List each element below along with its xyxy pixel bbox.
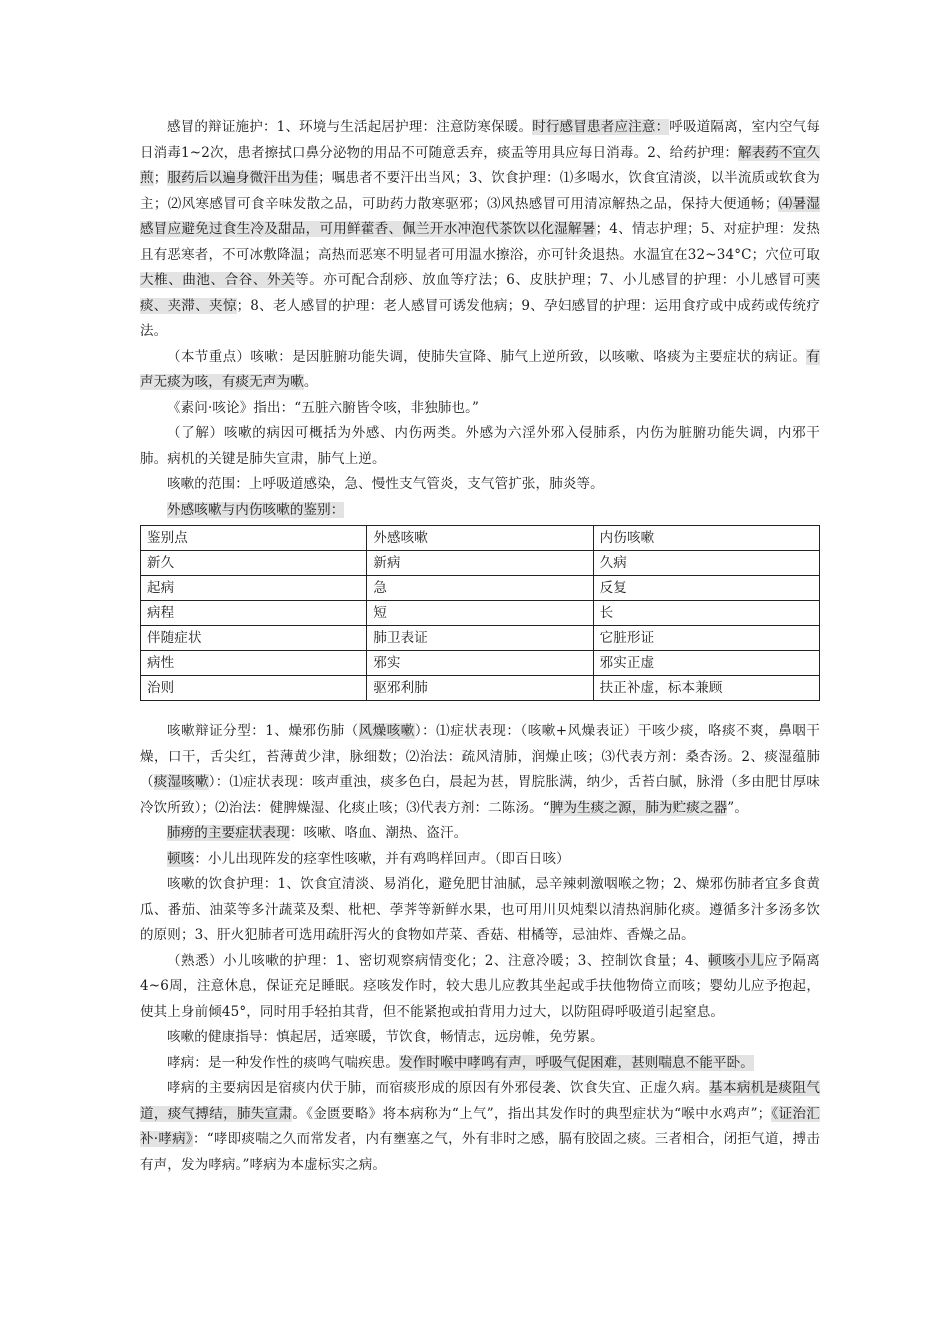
paragraph-asthma-etiology <box>140 1076 820 1178</box>
text-segment: 感冒的辩证施护：1、环境与生活起居护理：注意防寒保暖。 <box>167 119 533 135</box>
table-row <box>141 551 820 576</box>
table-cell: 反复 <box>593 576 819 601</box>
paragraph-tuberculosis <box>140 821 820 847</box>
table-cell: 病程 <box>141 601 367 626</box>
table-row <box>141 676 820 701</box>
text-segment: ；嘱患者不要汗出当风；3、饮食护理：⑴多喝水，饮食宜清淡，以半流质或软食为主；⑵风寒感冒可食辛味发散之品，可助药力散寒驱邪；⑶风热感冒可用清凉解热之品，保持大便通畅； <box>140 170 820 212</box>
table-cell: 扶正补虚，标本兼顾 <box>593 676 819 701</box>
table-cell: 驱邪利肺 <box>367 676 593 701</box>
table-cell: 新病 <box>367 551 593 576</box>
table-cell: 久病 <box>593 551 819 576</box>
highlighted-text: 肺痨的主要症状表现 <box>167 825 290 841</box>
highlighted-text: 服药后以遍身微汗出为佳 <box>167 170 319 186</box>
table-header-cell: 内伤咳嗽 <box>593 526 819 551</box>
table-header-row <box>141 526 820 551</box>
table-cell: 新久 <box>141 551 367 576</box>
text-segment: （熟悉）小儿咳嗽的护理：1、密切观察病情变化；2、注意冷暖；3、控制饮食量；4、 <box>167 952 709 969</box>
text-segment: 等。亦可配合刮痧、放血等疗法；6、皮肤护理；7、小儿感冒的护理：小儿感冒可 <box>295 272 807 288</box>
table-header-cell: 鉴别点 <box>141 526 367 551</box>
text-segment: ：“哮即痰喘之久而常发者，内有壅塞之气，外有非时之感，膈有胶固之痰。三者相合，闭拒气道，搏击有声，发为哮病。”哮病为本虚标实之病。 <box>140 1131 820 1173</box>
paragraph-cough-health-guide: 咳嗽的健康指导：慎起居，适寒暖，节饮食，畅情志，远房帷，免劳累。 <box>167 1029 604 1045</box>
text-segment: 应予隔离4~6周，注意休息，保证充足睡眠。痉咳发作时，较大患儿应教其坐起或手扶他物倚立而咳；婴幼儿应予抱起，使其上身前倾45°，同时用手轻拍其背，但不能紧抱或拍背用力过大，以防阻碍呼吸道引起窒息。 <box>140 952 820 1020</box>
comparison-table <box>140 525 820 701</box>
table-cell: 长 <box>593 601 819 626</box>
table-cell: 病性 <box>141 651 367 676</box>
text-segment: 。 <box>303 374 318 390</box>
paragraph-suwen-quote: 《素问·咳论》指出：“五脏六腑皆令咳，非独肺也。” <box>167 399 480 416</box>
table-cell: 治则 <box>141 676 367 701</box>
highlighted-text: 解表药不宜久煎 <box>140 144 820 186</box>
highlighted-text: 大椎、曲池、合谷、外关 <box>140 272 296 288</box>
text-segment: （本节重点）咳嗽：是因脏腑功能失调，使肺失宣降、肺气上逆所致，以咳嗽、咯痰为主要症状的病证。 <box>167 348 807 365</box>
highlighted-text: 《证治汇补·哮病》 <box>140 1105 821 1147</box>
table-cell: 急 <box>367 576 593 601</box>
text-segment: 咳嗽辩证分型：1、燥邪伤肺（ <box>167 723 359 739</box>
paragraph-asthma-definition <box>140 1051 820 1077</box>
table-cell: 短 <box>367 601 593 626</box>
highlighted-text: 顿咳小儿 <box>708 952 765 969</box>
table-caption <box>140 498 820 524</box>
table-row <box>141 651 820 676</box>
highlighted-text: 有声无痰为咳，有痰无声为嗽 <box>140 348 820 390</box>
text-segment: ：小儿出现阵发的痉挛性咳嗽，并有鸡鸣样回声。（即百日咳） <box>194 850 570 867</box>
text-segment: 哮病的主要病因是宿痰内伏于肺，而宿痰形成的原因有外邪侵袭、饮食失宜、正虚久病。 <box>167 1080 710 1096</box>
table-row <box>141 626 820 651</box>
paragraph-whooping-cough <box>140 847 820 873</box>
table-cell: 邪实正虚 <box>593 651 819 676</box>
highlighted-text: 发作时喉中哮鸣有声，呼吸气促困难，甚则喘息不能平卧。 <box>399 1054 754 1071</box>
table-row <box>141 601 820 626</box>
highlighted-text: 基本病机是痰阻气道，痰气搏结，肺失宣肃 <box>140 1080 820 1122</box>
highlighted-text: ⑷暑湿感冒应避免过食生冷及甜品，可用鲜藿香、佩兰开水冲泡代茶饮以化湿解暑 <box>140 195 820 237</box>
table-cell: 伴随症状 <box>141 626 367 651</box>
table-cell: 肺卫表证 <box>367 626 593 651</box>
highlighted-text: 夹痰、夹滞、夹惊 <box>140 272 820 314</box>
text-segment: ：咳嗽、咯血、潮热、盗汗。 <box>289 825 468 841</box>
text-segment: ；4、情志护理；5、对症护理：发热且有恶寒者，不可冰敷降温；高热而恶寒不明显者可用温水擦浴，亦可针灸退热。水温宜在32~34°C；穴位可取 <box>140 221 820 263</box>
paragraph-cough-etiology: （了解）咳嗽的病因可概括为外感、内伤两类。外感为六淫外邪入侵肺系，内伤为脏腑功能失调，内邪干肺。病机的关键是肺失宣肃，肺气上逆。 <box>140 425 820 467</box>
text-segment: ； <box>153 170 168 186</box>
paragraph-child-cough-care <box>140 949 820 1026</box>
text-segment: 。《金匮要略》将本病称为“上气”，指出其发作时的典型症状为“喉中水鸡声”； <box>292 1105 772 1122</box>
highlighted-text: 时行感冒患者应注意： <box>532 119 670 135</box>
document-page <box>140 115 820 1178</box>
table-cell: 邪实 <box>367 651 593 676</box>
paragraph-cough-patterns <box>140 719 820 821</box>
paragraph-cough-diet: 咳嗽的饮食护理：1、饮食宜清淡、易消化，避免肥甘油腻，忌辛辣刺激咽喉之物；2、燥邪伤肺者宜多食黄瓜、番茄、油菜等多汁蔬菜及梨、枇杷、荸荠等新鲜水果，也可用川贝炖梨以清热润肺化痰。遵循多汁多汤多饮的原则；3、肝火犯肺者可选用疏肝泻火的食物如芹菜、香菇、柑橘等，忌油炸、香燥之品。 <box>140 876 820 943</box>
table-cell: 起病 <box>141 576 367 601</box>
paragraph-cold-nursing <box>140 115 820 345</box>
table-row <box>141 576 820 601</box>
text-segment: ）：⑴症状表现：（咳嗽+风燥表证）干咳少痰，咯痰不爽，鼻咽干燥，口干，舌尖红，苔薄黄少津，脉细数；⑵治法：疏风清肺，润燥止咳；⑶代表方剂：桑杏汤。2、痰湿蕴肺（ <box>140 723 820 790</box>
table-header-cell: 外感咳嗽 <box>367 526 593 551</box>
highlighted-text: 脾为生痰之源，肺为贮痰之器 <box>549 799 728 816</box>
highlighted-text: 痰湿咳嗽 <box>153 774 209 790</box>
text-segment: ；8、老人感冒的护理：老人感冒可诱发他病；9、孕妇感冒的护理：运用食疗或中成药或传统疗法。 <box>140 297 820 339</box>
highlighted-text: 顿咳 <box>167 850 195 867</box>
paragraph-cough-scope: 咳嗽的范围：上呼吸道感染，急、慢性支气管炎，支气管扩张，肺炎等。 <box>167 476 604 492</box>
paragraph-cough-definition <box>140 345 820 396</box>
table-cell: 它脏形证 <box>593 626 819 651</box>
highlighted-text: 风燥咳嗽 <box>358 723 415 739</box>
text-segment: ）：⑴症状表现：咳声重浊，痰多色白，晨起为甚，胃脘胀满，纳少，舌苔白腻，脉滑（多由肥甘厚味冷饮所致）；⑵治法：健脾燥湿、化痰止咳；⑶代表方剂：二陈汤。“ <box>140 774 821 816</box>
text-segment: 呼吸道隔离，室内空气每日消毒1~2次，患者擦拭口鼻分泌物的用品不可随意丢弃，痰盂等用具应每日消毒。2、给药护理： <box>140 119 821 161</box>
spacer <box>140 701 820 719</box>
text-segment: ”。 <box>727 799 748 816</box>
text-segment: 哮病：是一种发作性的痰鸣气喘疾患。 <box>167 1054 400 1071</box>
highlighted-text: 外感咳嗽与内伤咳嗽的鉴别： <box>167 501 345 518</box>
